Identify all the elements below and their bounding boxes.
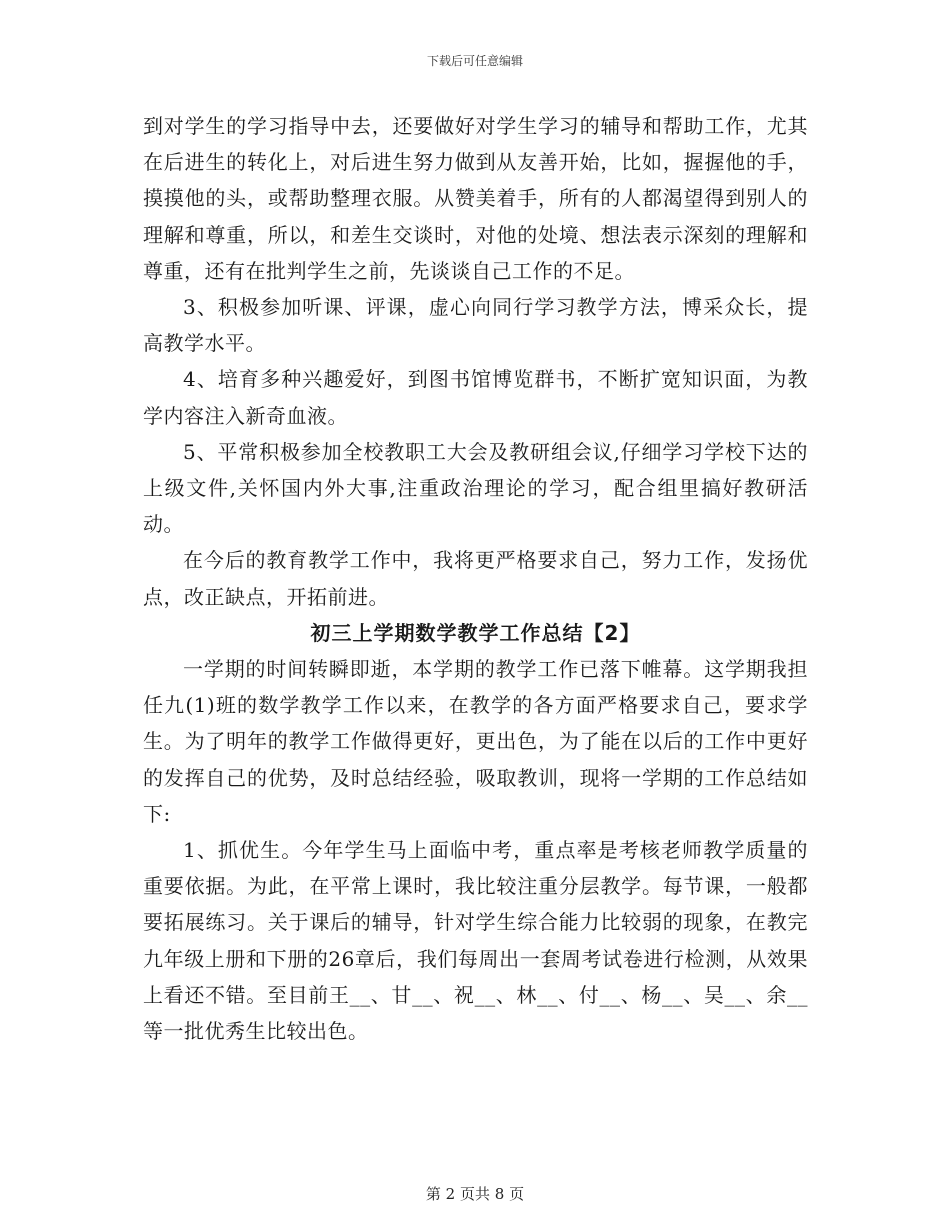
section-title: 初三上学期数学教学工作总结【2】 xyxy=(310,620,641,645)
paragraph: 一学期的时间转瞬即逝，本学期的教学工作已落下帷幕。这学期我担任九(1)班的数学教学工作以来，在教学的各方面严格要求自己，要求学生。为了明年的教学工作做得更好，更出色，为了能在以后的工作中更好的发挥自己的优势，及时总结经验，吸取教训，现将一学期的工作总结如下: xyxy=(143,657,808,826)
document-body xyxy=(143,108,808,1049)
paragraph: 到对学生的学习指导中去，还要做好对学生学习的辅导和帮助工作，尤其在后进生的转化上，对后进生努力做到从友善开始，比如，握握他的手，摸摸他的头，或帮助整理衣服。从赞美着手，所有的人都渴望得到别人的理解和尊重，所以，和差生交谈时，对他的处境、想法表示深刻的理解和尊重，还有在批判学生之前，先谈谈自己工作的不足。 xyxy=(143,114,808,283)
page-header: 下载后可任意编辑 xyxy=(426,54,523,68)
paragraph: 4、培育多种兴趣爱好，到图书馆博览群书，不断扩宽知识面，为教学内容注入新奇血液。 xyxy=(143,367,808,428)
paragraph: 1、抓优生。今年学生马上面临中考，重点率是考核老师教学质量的重要依据。为此，在平常上课时，我比较注重分层教学。每节课，一般都要拓展练习。关于课后的辅导，针对学生综合能力比较弱的现象，在教完九年级上册和下册的26章后，我们每周出一套周考试卷进行检测，从效果上看还不错。至目前王__、甘__、祝__、林__、付__、杨__、吴__、余__等一批优秀生比较出色。 xyxy=(143,838,808,1044)
paragraph: 3、积极参加听课、评课，虚心向同行学习教学方法，博采众长，提高教学水平。 xyxy=(143,295,808,356)
paragraph: 5、平常积极参加全校教职工大会及教研组会议,仔细学习学校下达的上级文件,关怀国内外大事,注重政治理论的学习，配合组里搞好教研活动。 xyxy=(143,439,808,537)
page-footer: 第 2 页共 8 页 xyxy=(425,1185,525,1203)
paragraph: 在今后的教育教学工作中，我将更严格要求自己，努力工作，发扬优点，改正缺点，开拓前进。 xyxy=(143,548,808,609)
